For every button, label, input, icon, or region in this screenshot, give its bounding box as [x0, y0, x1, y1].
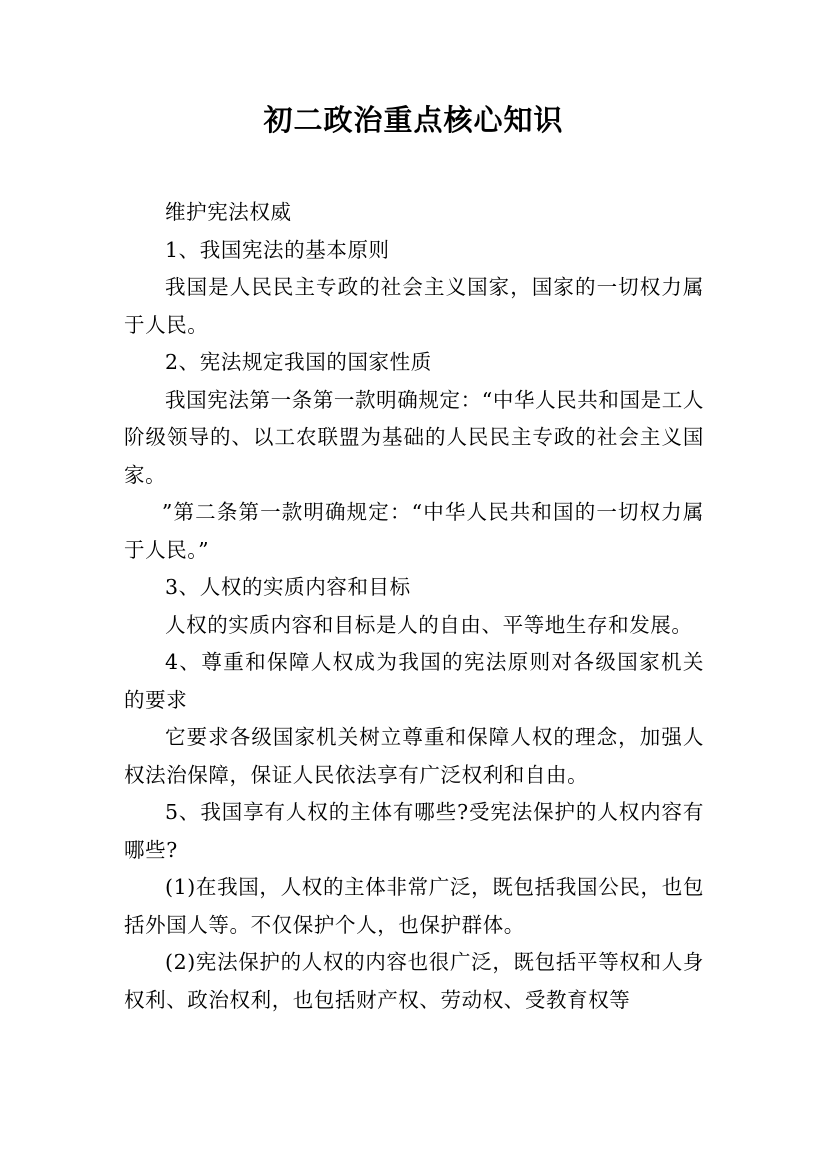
- paragraph: (1)在我国，人权的主体非常广泛，既包括我国公民，也包括外国人等。不仅保护个人，也保护群体。: [124, 875, 704, 937]
- item-heading-5: 5、我国享有人权的主体有哪些?受宪法保护的人权内容有哪些?: [124, 800, 704, 862]
- item-heading-1: 1、我国宪法的基本原则: [165, 237, 390, 262]
- item-heading-4: 4、尊重和保障人权成为我国的宪法原则对各级国家机关的要求: [124, 650, 704, 712]
- item-heading-3: 3、人权的实质内容和目标: [165, 575, 411, 599]
- paragraph: 它要求各级国家机关树立尊重和保障人权的理念，加强人权法治保障，保证人民依法享有广泛权利和自由。: [124, 725, 704, 787]
- paragraph: 我国宪法第一条第一款明确规定：“中华人民共和国是工人阶级领导的、以工农联盟为基础的人民民主专政的社会主义国家。: [124, 387, 704, 487]
- document-body: [124, 194, 704, 1019]
- paragraph: 我国是人民民主专政的社会主义国家，国家的一切权力属于人民。: [124, 275, 704, 337]
- paragraph: (2)宪法保护的人权的内容也很广泛，既包括平等权和人身权利、政治权利，也包括财产权、劳动权、受教育权等: [124, 950, 704, 1012]
- paragraph: ”第二条第一款明确规定：“中华人民共和国的一切权力属于人民。”: [124, 500, 704, 562]
- document-title: 初二政治重点核心知识: [263, 103, 564, 137]
- paragraph: 人权的实质内容和目标是人的自由、平等地生存和发展。: [165, 612, 693, 637]
- section-heading: 维护宪法权威: [165, 200, 292, 224]
- item-heading-2: 2、宪法规定我国的国家性质: [165, 350, 432, 374]
